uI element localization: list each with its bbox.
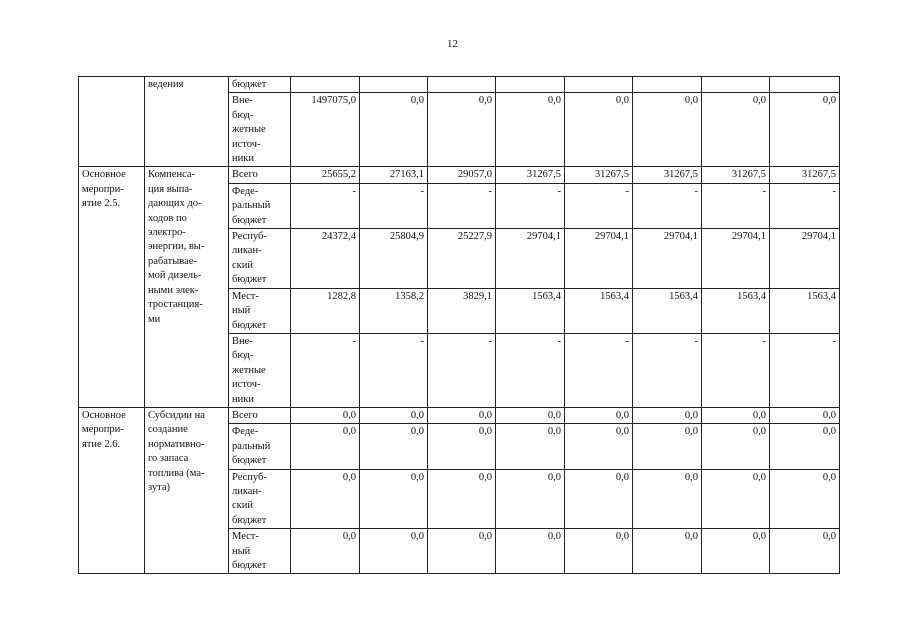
value-cell: 0,0 (291, 469, 360, 529)
table-row (79, 407, 840, 423)
value-cell: 1563,4 (770, 288, 840, 333)
source-cell: Респуб- ликан- ский бюджет (229, 229, 291, 289)
value-cell: 31267,5 (496, 167, 565, 183)
source-cell: Вне- бюд- жетные источ- ники (229, 333, 291, 407)
value-cell: - (428, 333, 496, 407)
value-cell: 0,0 (702, 93, 770, 167)
source-cell: Всего (229, 407, 291, 423)
value-cell: 0,0 (702, 529, 770, 574)
value-cell: - (565, 333, 633, 407)
value-cell: - (291, 183, 360, 228)
value-cell: 29704,1 (633, 229, 702, 289)
value-cell: 1563,4 (565, 288, 633, 333)
value-cell: 1563,4 (633, 288, 702, 333)
table-row (79, 77, 840, 93)
value-cell: - (428, 183, 496, 228)
value-cell (291, 77, 360, 93)
event-cell: Основное меропри- ятие 2.6. (79, 407, 145, 573)
value-cell: 0,0 (633, 93, 702, 167)
value-cell: - (496, 333, 565, 407)
value-cell: 0,0 (360, 469, 428, 529)
value-cell: 0,0 (565, 424, 633, 469)
value-cell: 0,0 (702, 424, 770, 469)
value-cell: 0,0 (496, 469, 565, 529)
value-cell: 0,0 (770, 529, 840, 574)
value-cell: 25655,2 (291, 167, 360, 183)
value-cell: 0,0 (360, 93, 428, 167)
source-cell: Респуб- ликан- ский бюджет (229, 469, 291, 529)
value-cell: 0,0 (291, 424, 360, 469)
value-cell: - (702, 183, 770, 228)
value-cell: 1563,4 (702, 288, 770, 333)
value-cell: 0,0 (360, 424, 428, 469)
source-cell: Мест- ный бюджет (229, 529, 291, 574)
value-cell: 0,0 (428, 407, 496, 423)
value-cell: 25804,9 (360, 229, 428, 289)
source-cell: Вне- бюд- жетные источ- ники (229, 93, 291, 167)
value-cell: 0,0 (360, 407, 428, 423)
value-cell: - (770, 183, 840, 228)
value-cell: - (291, 333, 360, 407)
value-cell: 0,0 (496, 529, 565, 574)
value-cell: 0,0 (633, 529, 702, 574)
value-cell: - (702, 333, 770, 407)
value-cell: - (360, 183, 428, 228)
value-cell: 1563,4 (496, 288, 565, 333)
value-cell: 29057,0 (428, 167, 496, 183)
source-cell: Мест- ный бюджет (229, 288, 291, 333)
value-cell: - (565, 183, 633, 228)
budget-table (78, 76, 840, 574)
value-cell (360, 77, 428, 93)
value-cell: 3829,1 (428, 288, 496, 333)
title-cell: Субсидии на создание нормативно- го запаса топлива (ма- зута) (145, 407, 229, 573)
value-cell: - (360, 333, 428, 407)
value-cell (428, 77, 496, 93)
event-cell: Основное меропри- ятие 2.5. (79, 167, 145, 408)
value-cell: 0,0 (291, 529, 360, 574)
value-cell: 0,0 (428, 469, 496, 529)
value-cell: 31267,5 (565, 167, 633, 183)
value-cell: 0,0 (565, 469, 633, 529)
value-cell: 0,0 (565, 93, 633, 167)
value-cell: 25227,9 (428, 229, 496, 289)
value-cell: 0,0 (496, 93, 565, 167)
value-cell: 31267,5 (770, 167, 840, 183)
value-cell: 0,0 (428, 424, 496, 469)
value-cell (702, 77, 770, 93)
value-cell: 0,0 (770, 93, 840, 167)
value-cell: 0,0 (633, 469, 702, 529)
title-cell: ведения (145, 77, 229, 167)
value-cell: - (633, 183, 702, 228)
page-number: 12 (447, 38, 458, 50)
value-cell: 0,0 (496, 407, 565, 423)
source-cell: Феде- ральный бюджет (229, 424, 291, 469)
value-cell: 0,0 (428, 529, 496, 574)
value-cell: 0,0 (291, 407, 360, 423)
value-cell (770, 77, 840, 93)
value-cell: 0,0 (565, 529, 633, 574)
value-cell (496, 77, 565, 93)
value-cell: 0,0 (360, 529, 428, 574)
value-cell: - (633, 333, 702, 407)
value-cell: 0,0 (770, 424, 840, 469)
value-cell: 29704,1 (702, 229, 770, 289)
value-cell (633, 77, 702, 93)
value-cell: 29704,1 (565, 229, 633, 289)
value-cell: 0,0 (702, 469, 770, 529)
value-cell: 31267,5 (702, 167, 770, 183)
table-row (79, 167, 840, 183)
value-cell: 0,0 (770, 469, 840, 529)
value-cell: 1282,8 (291, 288, 360, 333)
value-cell: 27163,1 (360, 167, 428, 183)
value-cell: - (496, 183, 565, 228)
value-cell: 0,0 (702, 407, 770, 423)
value-cell: 0,0 (428, 93, 496, 167)
value-cell: 0,0 (496, 424, 565, 469)
value-cell: 29704,1 (496, 229, 565, 289)
value-cell: 1358,2 (360, 288, 428, 333)
value-cell: - (770, 333, 840, 407)
value-cell: 0,0 (633, 424, 702, 469)
value-cell: 1497075,0 (291, 93, 360, 167)
value-cell: 31267,5 (633, 167, 702, 183)
value-cell: 0,0 (565, 407, 633, 423)
value-cell: 29704,1 (770, 229, 840, 289)
value-cell: 0,0 (770, 407, 840, 423)
title-cell: Компенса- ция выпа- дающих до- ходов по электро- энергии, вы- рабатывае- мой дизель- ными элек- тростанция- ми (145, 167, 229, 408)
value-cell (565, 77, 633, 93)
value-cell: 0,0 (633, 407, 702, 423)
source-cell: Феде- ральный бюджет (229, 183, 291, 228)
event-cell (79, 77, 145, 167)
source-cell: бюджет (229, 77, 291, 93)
source-cell: Всего (229, 167, 291, 183)
value-cell: 24372,4 (291, 229, 360, 289)
